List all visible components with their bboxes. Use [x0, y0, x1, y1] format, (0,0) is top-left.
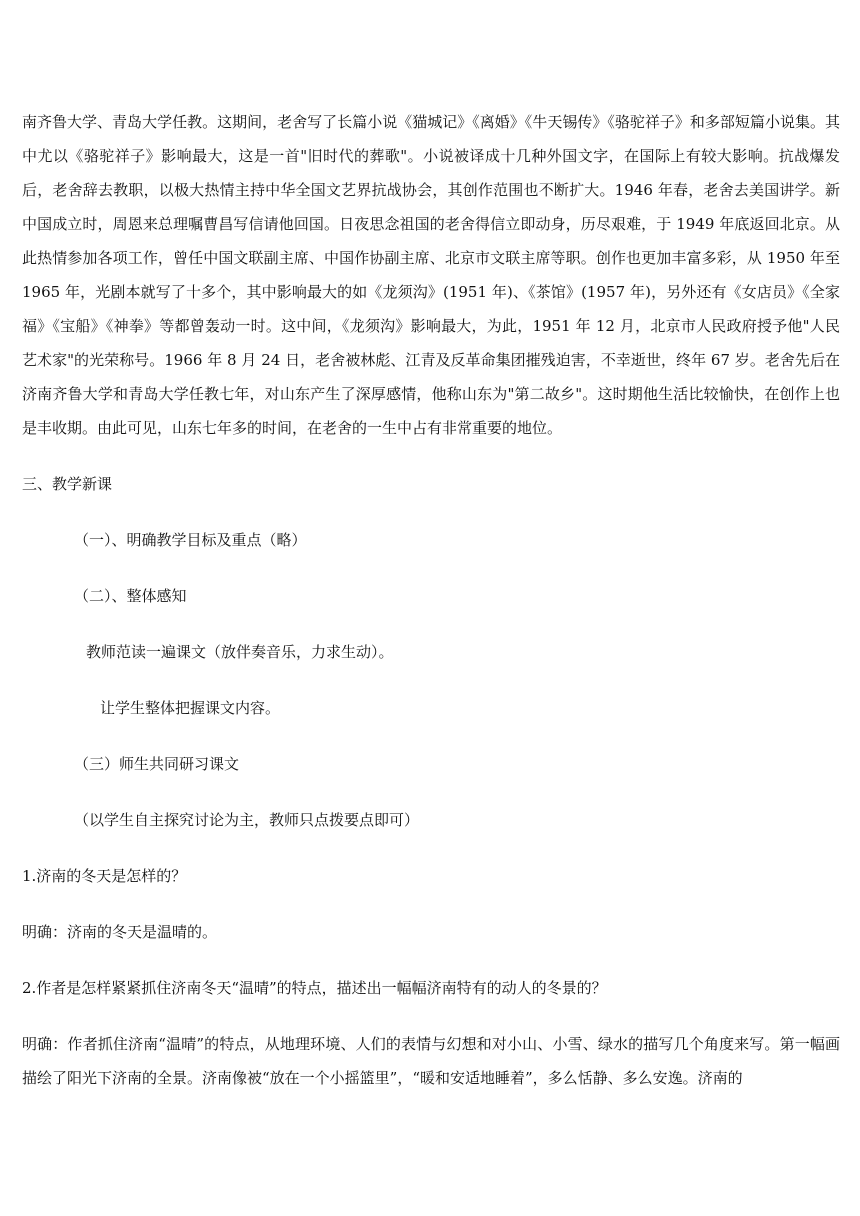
subsection-overall-perception: （二）、整体感知 — [74, 587, 187, 605]
student-grasp-line: 让学生整体把握课文内容。 — [100, 699, 281, 717]
intro-paragraph: 南齐鲁大学、青岛大学任教。这期间，老舍写了长篇小说《猫城记》《离婚》《牛天锡传》《骆驼祥子》和多部短篇小说集。其中尤以《骆驼祥子》影响最大，这是一首"旧时代的葬歌"。小说被译成十几种外国文字，在国际上有较大影响。抗战爆发后，老舍辞去教职，以极大热情主持中华全国文艺界抗战协会，其创作范围也不断扩大。1946 年春，老舍去美国讲学。新中国成立时，周恩来总理嘱曹昌写信请他回国。日夜思念祖国的老舍得信立即动身，历尽艰难，于 1949 年底返回北京。从此热情参加各项工作，曾任中国文联副主席、中国作协副主席、北京市文联主席等职。创作也更加丰富多彩，从 1950 年至 1965 年，光剧本就写了十多个，其中影响最大的如《龙须沟》(1951 年)、《茶馆》(1957 年)，另外还有《女店员》《全家福》《宝船》《神拳》等都曾轰动一时。这中间，《龙须沟》影响最大，为此，1951 年 12 月，北京市人民政府授予他"人民艺术家"的光荣称号。1966 年 8 月 24 日，老舍被林彪、江青及反革命集团摧残迫害，不幸逝世，终年 67 岁。老舍先后在济南齐鲁大学和青岛大学任教七年，对山东产生了深厚感情，他称山东为"第二故乡"。这时期他生活比较愉快，在创作上也是丰收期。由此可见，山东七年多的时间，在老舍的一生中占有非常重要的地位。 — [22, 113, 840, 437]
document-page — [22, 105, 840, 1095]
section-heading-new-lesson: 三、教学新课 — [22, 475, 113, 493]
answer-2: 明确：作者抓住济南“温晴”的特点，从地理环境、人们的表情与幻想和对小山、小雪、绿水的描写几个角度来写。第一幅画描绘了阳光下济南的全景。济南像被“放在一个小摇篮里”，“暖和安适地睡着”，多么恬静、多么安逸。济南的 — [22, 1035, 840, 1087]
study-note: （以学生自主探究讨论为主，教师只点拨要点即可） — [74, 811, 420, 829]
question-1: 1.济南的冬天是怎样的？ — [22, 867, 187, 885]
answer-1: 明确：济南的冬天是温晴的。 — [22, 923, 218, 941]
subsection-joint-study: （三）师生共同研习课文 — [74, 755, 240, 773]
teacher-reading-line: 教师范读一遍课文（放伴奏音乐，力求生动）。 — [86, 643, 394, 661]
subsection-goals: （一）、明确教学目标及重点（略） — [74, 531, 307, 549]
question-2: 2.作者是怎样紧紧抓住济南冬天“温晴”的特点，描述出一幅幅济南特有的动人的冬景的？ — [22, 979, 607, 997]
